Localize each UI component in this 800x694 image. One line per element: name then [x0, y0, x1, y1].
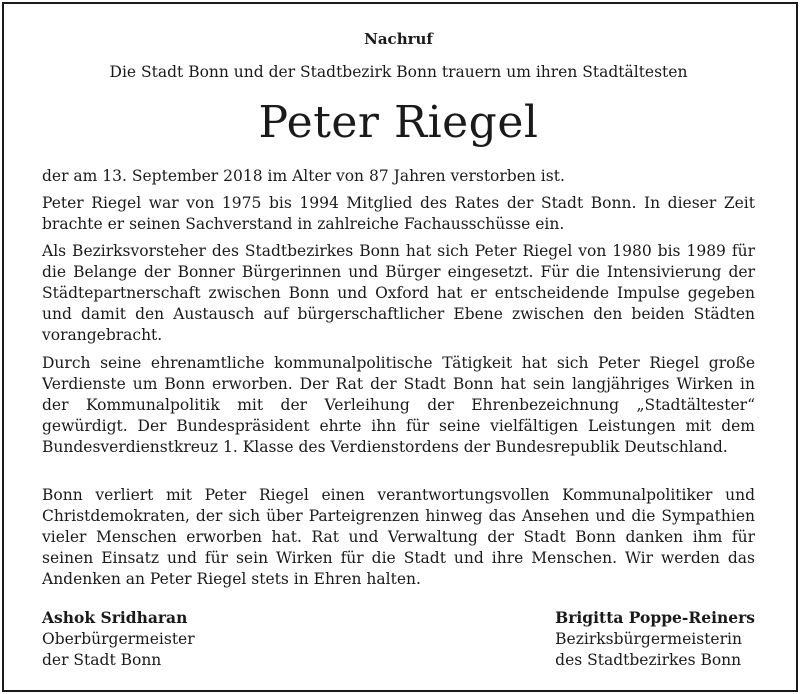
signature-district-mayor: [555, 607, 755, 672]
signature-mayor-name: Ashok Sridharan: [42, 608, 188, 627]
signature-mayor-title: Oberbürgermeister: [42, 629, 195, 648]
signature-district-mayor-name: Brigitta Poppe-Reiners: [555, 608, 755, 627]
signature-district-mayor-org: des Stadtbezirkes Bonn: [555, 651, 742, 669]
paragraph-district-head: Als Bezirksvorsteher des Stadtbezirkes Bonn hat sich Peter Riegel von 1980 bis 1989 für die Belange der Bonner Bürgerinnen und Bürger eingesetzt. Für die Intensivierung der Städtepartnerschaft zwischen Bonn und Oxford hat er entscheidende Impulse gegeben und damit den Austausch auf bürgerschaftlicher Ebene zwischen den beiden Städten vorangebracht.: [42, 242, 755, 344]
signature-mayor-org: der Stadt Bonn: [42, 651, 162, 669]
signature-district-mayor-title: Bezirksbürgermeisterin: [555, 629, 742, 648]
obituary-heading: Nachruf: [364, 30, 433, 48]
paragraph-death-date: der am 13. September 2018 im Alter von 87 Jahren verstorben ist.: [42, 167, 565, 185]
signature-mayor: [42, 607, 195, 672]
paragraph-honors: Durch seine ehrenamtliche kommunalpolitische Tätigkeit hat sich Peter Riegel große Verdienste um Bonn erworben. Der Rat der Stadt Bonn hat sein langjähriges Wirken in der Kommunalpolitik mit der Verleihung der Ehrenbezeichnung „Stadtältester“ gewürdigt. Der Bundespräsident ehrte ihn für seine vielfältigen Leistungen mit dem Bundesverdienstkreuz 1. Klasse des Verdienstordens der Bundesrepublik Deutschland.: [42, 354, 755, 456]
intro-line: Die Stadt Bonn und der Stadtbezirk Bonn trauern um ihren Stadtältesten: [109, 63, 688, 81]
paragraph-council-membership: Peter Riegel war von 1975 bis 1994 Mitglied des Rates der Stadt Bonn. In dieser Zeit brachte er seinen Sachverstand in zahlreiche Fachausschüsse ein.: [42, 194, 755, 233]
paragraph-farewell: Bonn verliert mit Peter Riegel einen verantwortungsvollen Kommunalpolitiker und Christdemokraten, der sich über Parteigrenzen hinweg das Ansehen und die Sympathien vieler Menschen erworben hat. Rat und Verwaltung der Stadt Bonn danken ihm für seinen Einsatz und für sein Wirken für die Stadt und ihre Menschen. Wir werden das Andenken an Peter Riegel stets in Ehren halten.: [42, 486, 755, 588]
deceased-name: Peter Riegel: [258, 97, 539, 148]
